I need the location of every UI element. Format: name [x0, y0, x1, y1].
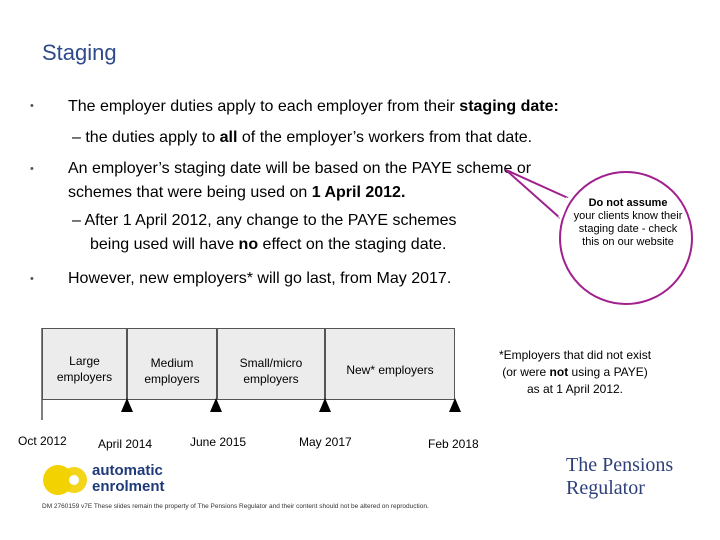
- arrow-june-2015: [210, 398, 222, 412]
- callout-rest: your clients know their staging date - check this on our website: [573, 210, 683, 248]
- text: effect on the staging date.: [258, 236, 447, 253]
- bullet-2-line-1: An employer’s staging date will be based on the PAYE scheme or: [68, 160, 532, 177]
- date-feb-2018: Feb 2018: [428, 437, 479, 451]
- bullet-dot: •: [30, 273, 34, 285]
- box-label: Large: [69, 354, 100, 368]
- timeline-axis: [30, 320, 490, 420]
- box-label: New* employers: [346, 363, 434, 377]
- text: being used will have: [90, 236, 239, 253]
- callout-text: [572, 197, 684, 249]
- footnote: [480, 347, 670, 398]
- text: using a PAYE): [568, 365, 648, 379]
- date-may-2017: May 2017: [299, 435, 352, 449]
- bullet-2-line-2: [68, 181, 531, 205]
- callout-line-1: [572, 197, 684, 210]
- sub-text: – the duties apply to: [72, 129, 220, 146]
- ae-wordmark: [92, 463, 165, 495]
- note-line-2: [480, 364, 670, 381]
- sub-line-2: [72, 233, 457, 257]
- bullet-1-sub: [72, 126, 532, 150]
- bullet-3: However, new employers* will go last, from May 2017.: [68, 270, 452, 287]
- automatic-enrolment-logo: [42, 462, 192, 498]
- bullet-2: [68, 157, 531, 205]
- text: not: [606, 197, 624, 209]
- date-june-2015: June 2015: [190, 435, 247, 449]
- note-line-3: as at 1 April 2012.: [526, 382, 624, 396]
- note-line-1: *Employers that did not exist: [498, 348, 652, 362]
- box-label: Small/micro: [239, 356, 303, 370]
- bullet-1-text: The employer duties apply to each employer from their: [68, 98, 460, 115]
- box-label: employers: [56, 370, 113, 384]
- ae-circles-icon: [42, 462, 88, 498]
- arrow-feb-2018: [449, 398, 461, 412]
- ae-line-1: automatic: [92, 462, 163, 479]
- bold-text: not: [549, 365, 569, 379]
- slide-title: Staging: [42, 40, 117, 65]
- bullet-dot: •: [30, 100, 34, 112]
- pensions-regulator-logo: [566, 454, 673, 500]
- text: (or were: [502, 365, 550, 379]
- tpr-line-1: The Pensions: [566, 454, 674, 476]
- bullet-1-bold: staging date:: [459, 98, 559, 115]
- arrow-may-2017: [319, 398, 331, 412]
- box-label: employers: [144, 372, 200, 386]
- ae-line-2: enrolment: [92, 478, 165, 495]
- sub-bold: all: [219, 129, 238, 146]
- text: Do: [588, 197, 607, 209]
- text: schemes that were being used on: [68, 184, 312, 201]
- sub-text: of the employer’s workers from that date.: [237, 129, 533, 146]
- bold-text: 1 April 2012.: [311, 184, 406, 201]
- text: assume: [623, 197, 668, 209]
- date-april-2014: April 2014: [98, 437, 153, 451]
- bold-text: no: [238, 236, 259, 253]
- bullet-1: [68, 95, 559, 119]
- bullet-dot: •: [30, 163, 34, 175]
- date-oct-2012: Oct 2012: [18, 434, 67, 448]
- legal-notice: DM 2760159 v7E These slides remain the property of The Pensions Regulator and their content should not be altered on reproduction.: [42, 503, 429, 510]
- box-label: employers: [243, 372, 299, 386]
- box-label: Medium: [150, 356, 194, 370]
- tpr-line-2: Regulator: [566, 477, 645, 499]
- sub-line-1: – After 1 April 2012, any change to the PAYE schemes: [72, 212, 457, 229]
- bullet-2-sub: [72, 209, 457, 257]
- arrow-april-2014: [121, 398, 133, 412]
